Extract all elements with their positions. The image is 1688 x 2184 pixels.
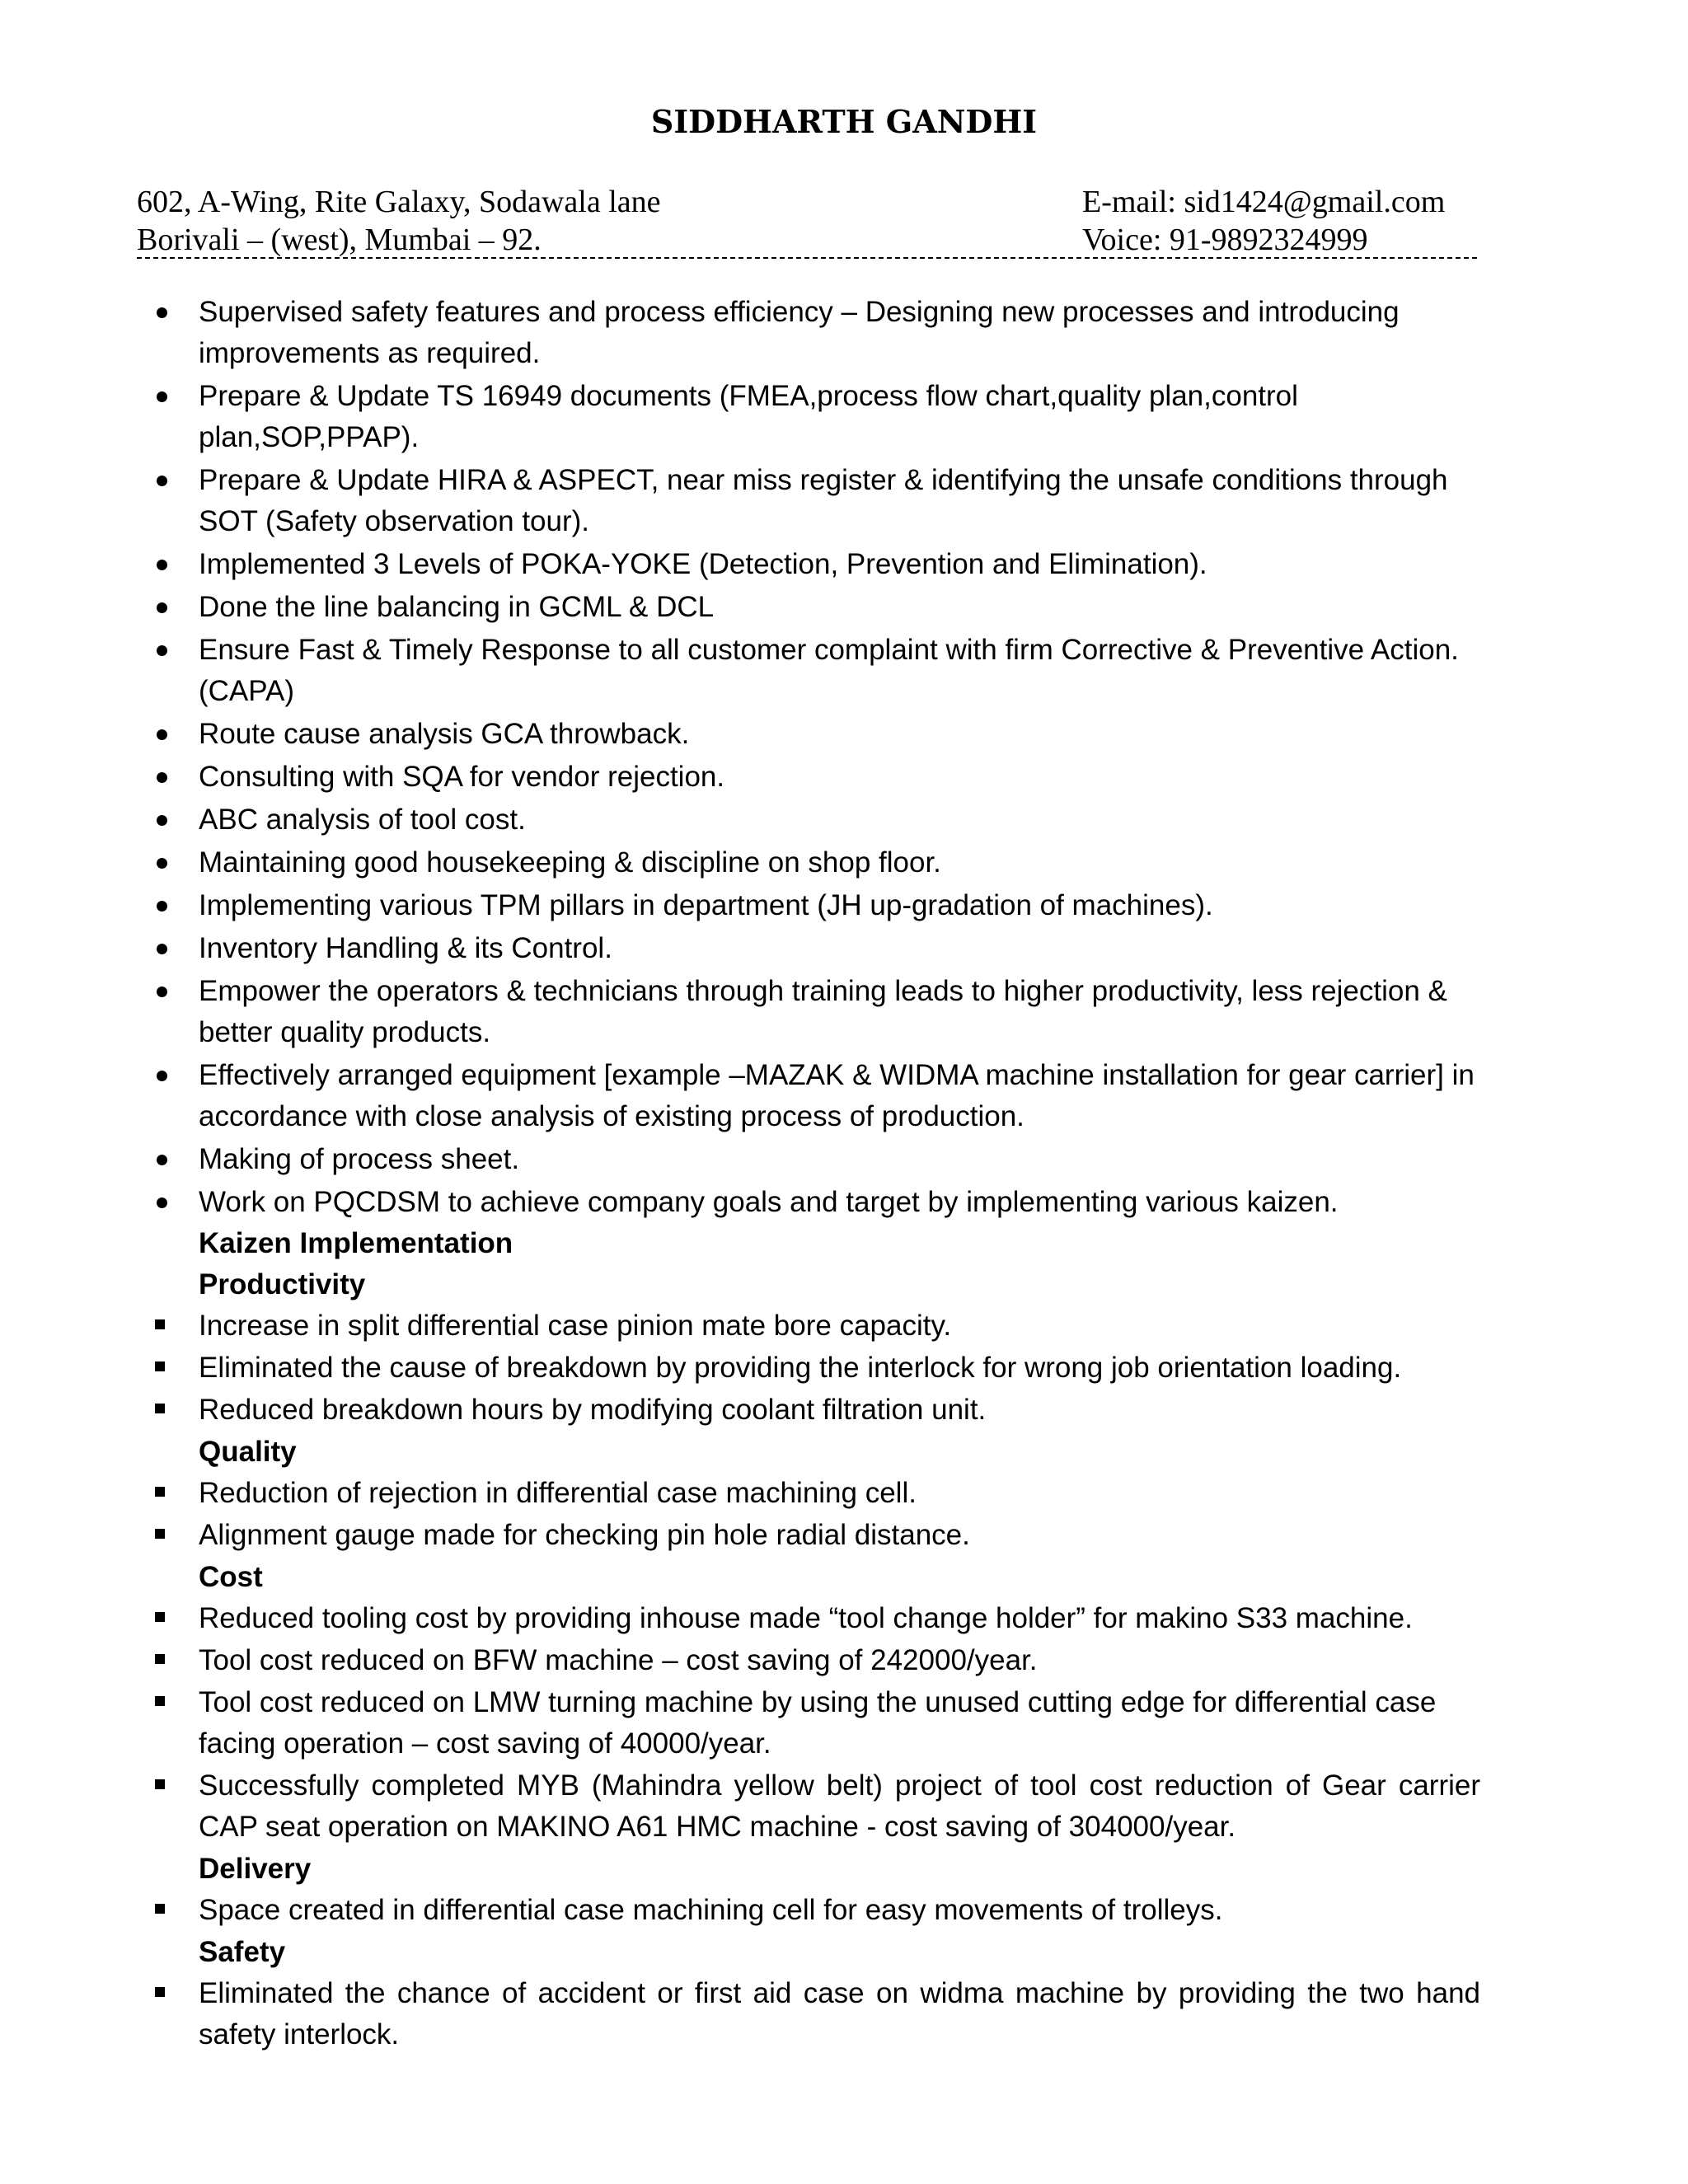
list-item: Tool cost reduced on LMW turning machine by using the unused cutting edge for differential case facing operation – cost saving of 40000/year. (137, 1682, 1480, 1765)
delivery-section (137, 1849, 1480, 1931)
bullet-square-icon (155, 1612, 165, 1622)
bullet-dot-icon (157, 1197, 167, 1208)
address-line-2: Borivali – (west), Mumbai – 92. (137, 223, 542, 257)
bullet-dot-icon (157, 391, 167, 402)
safety-section (137, 1932, 1480, 2055)
bullet-square-icon (155, 1904, 165, 1914)
list-item: Empower the operators & technicians through training leads to higher productivity, less rejection & better quality products. (137, 971, 1480, 1053)
list-item: Alignment gauge made for checking pin hole radial distance. (137, 1515, 1480, 1556)
bullet-square-icon (155, 1361, 165, 1371)
kaizen-title: Kaizen Implementation (199, 1227, 513, 1259)
quality-section (137, 1432, 1480, 1556)
bullet-dot-icon (157, 901, 167, 912)
bullet-dot-icon (157, 815, 167, 826)
bullet-dot-icon (157, 307, 167, 318)
resume-content (137, 292, 1480, 2056)
list-item: Maintaining good housekeeping & discipline on shop floor. (137, 842, 1480, 883)
bullet-dot-icon (157, 772, 167, 783)
list-item: Increase in split differential case pinion mate bore capacity. (137, 1305, 1480, 1347)
bullet-dot-icon (157, 858, 167, 869)
list-item: Reduced breakdown hours by modifying coolant filtration unit. (137, 1390, 1480, 1431)
bullet-square-icon (155, 1779, 165, 1789)
candidate-name: SIDDHARTH GANDHI (650, 103, 1038, 140)
list-item: Work on PQCDSM to achieve company goals and target by implementing various kaizen. (137, 1182, 1480, 1223)
section-heading-quality: Quality (199, 1436, 297, 1468)
bullet-dot-icon (157, 476, 167, 486)
list-item: Supervised safety features and process efficiency – Designing new processes and introducing improvements as required. (137, 292, 1480, 374)
list-item: Eliminated the cause of breakdown by providing the interlock for wrong job orientation loading. (137, 1347, 1480, 1389)
responsibilities-list (137, 292, 1480, 1223)
list-item: Space created in differential case machining cell for easy movements of trolleys. (137, 1890, 1480, 1931)
bullet-square-icon (155, 1404, 165, 1413)
section-heading-cost: Cost (199, 1561, 263, 1593)
list-item: Tool cost reduced on BFW machine – cost saving of 242000/year. (137, 1640, 1480, 1681)
section-heading-safety: Safety (199, 1936, 286, 1968)
address-line-1: 602, A-Wing, Rite Galaxy, Sodawala lane (137, 185, 661, 219)
bullet-dot-icon (157, 560, 167, 570)
list-item: Ensure Fast & Timely Response to all customer complaint with firm Corrective & Preventive Action. (CAPA) (137, 630, 1480, 712)
section-heading-delivery: Delivery (199, 1853, 312, 1885)
list-item: ABC analysis of tool cost. (137, 799, 1480, 841)
list-item: Effectively arranged equipment [example –MAZAK & WIDMA machine installation for gear carrier] in accordance with close analysis of existing process of production. (137, 1055, 1480, 1137)
list-item: Reduction of rejection in differential case machining cell. (137, 1473, 1480, 1514)
cost-section (137, 1557, 1480, 1848)
list-item: Done the line balancing in GCML & DCL (137, 587, 1480, 628)
list-item: Eliminated the chance of accident or first aid case on widma machine by providing the two hand safety interlock. (137, 1973, 1480, 2055)
bullet-dot-icon (157, 987, 167, 997)
bullet-dot-icon (157, 645, 167, 656)
bullet-dot-icon (157, 729, 167, 740)
bullet-square-icon (155, 1487, 165, 1497)
bullet-square-icon (155, 1654, 165, 1664)
list-item: Implemented 3 Levels of POKA-YOKE (Detection, Prevention and Elimination). (137, 544, 1480, 585)
address-block (137, 183, 661, 259)
bullet-dot-icon (157, 1155, 167, 1165)
list-item: Prepare & Update TS 16949 documents (FMEA,process flow chart,quality plan,control plan,SOP,PPAP). (137, 376, 1480, 458)
list-item: Successfully completed MYB (Mahindra yellow belt) project of tool cost reduction of Gear carrier CAP seat operation on MAKINO A61 HMC machine - cost saving of 304000/year. (137, 1765, 1480, 1848)
voice-text: Voice: 91-9892324999 (1082, 223, 1368, 257)
bullet-dot-icon (157, 602, 167, 613)
contact-block (1082, 183, 1445, 259)
bullet-square-icon (155, 1696, 165, 1706)
email-text: E-mail: sid1424@gmail.com (1082, 185, 1446, 219)
bullet-dot-icon (157, 1071, 167, 1081)
bullet-square-icon (155, 1987, 165, 1997)
list-item: Reduced tooling cost by providing inhouse made “tool change holder” for makino S33 machine. (137, 1598, 1480, 1639)
list-item: Consulting with SQA for vendor rejection. (137, 757, 1480, 798)
list-item: Making of process sheet. (137, 1139, 1480, 1180)
list-item: Implementing various TPM pillars in department (JH up-gradation of machines). (137, 885, 1480, 926)
bullet-dot-icon (157, 944, 167, 954)
list-item: Inventory Handling & its Control. (137, 928, 1480, 969)
bullet-square-icon (155, 1319, 165, 1329)
productivity-section (137, 1264, 1480, 1431)
bullet-square-icon (155, 1529, 165, 1539)
list-item: Route cause analysis GCA throwback. (137, 714, 1480, 755)
list-item: Prepare & Update HIRA & ASPECT, near miss register & identifying the unsafe conditions through SOT (Safety observation tour). (137, 460, 1480, 542)
section-heading-productivity: Productivity (199, 1268, 366, 1301)
header-divider (137, 257, 1477, 259)
